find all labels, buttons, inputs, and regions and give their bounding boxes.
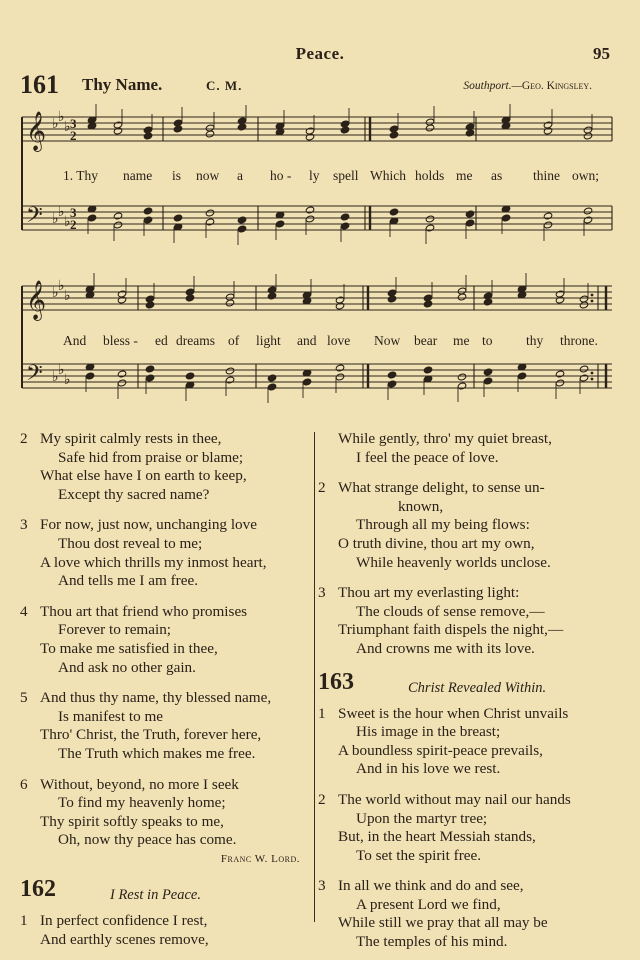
- lyric-syllable: love: [327, 333, 351, 348]
- flat-sign: ♭: [58, 205, 65, 220]
- verse-number: 3: [318, 877, 326, 895]
- verse: [20, 912, 310, 949]
- hymn-title: I Rest in Peace.: [110, 887, 201, 904]
- flat-sign: ♭: [64, 120, 71, 135]
- note-head: [483, 377, 492, 385]
- note-head: [555, 296, 564, 304]
- note-head: [335, 302, 344, 310]
- hymn-number: 162: [20, 876, 56, 903]
- hymn-title: Thy Name.: [82, 75, 163, 94]
- lyrics-line-2: [0, 333, 640, 351]
- verse-line: What else have I on earth to keep,: [40, 467, 247, 485]
- note-head: [113, 212, 122, 220]
- verse-line: In all we think and do and see,: [338, 877, 524, 895]
- time-signature: 2: [70, 128, 77, 143]
- note-head: [205, 209, 214, 217]
- lyric-syllable: a: [237, 168, 243, 183]
- hymn-meter: C. M.: [206, 78, 243, 93]
- lyric-syllable: me: [456, 168, 473, 183]
- running-head: Peace.: [295, 44, 345, 63]
- page-number: 95: [593, 44, 610, 63]
- note-head: [423, 300, 432, 308]
- lyric-syllable: And: [63, 333, 87, 348]
- verse-line: And tells me I am free.: [58, 572, 199, 590]
- lyrics-line-1: [0, 168, 640, 186]
- note-head: [87, 214, 96, 222]
- verse-line: known,: [398, 497, 444, 515]
- note-head: [335, 373, 344, 381]
- lyric-syllable: of: [228, 333, 240, 348]
- lyric-syllable: is: [172, 168, 182, 183]
- verse-line: For now, just now, unchanging love: [40, 516, 257, 534]
- verse: [318, 791, 618, 865]
- hymn-number: 161: [20, 70, 59, 99]
- verse-line: Except thy sacred name?: [58, 485, 210, 503]
- lyric-syllable: me: [453, 333, 470, 348]
- note-head: [267, 292, 276, 300]
- note-head: [117, 296, 126, 304]
- verse-line: What strange delight, to sense un-: [338, 479, 545, 497]
- note-head: [457, 293, 466, 301]
- verse-line: A present Lord we find,: [356, 895, 501, 913]
- note-head: [457, 373, 466, 381]
- lyric-syllable: now: [196, 168, 220, 183]
- note-head: [555, 379, 564, 387]
- verse-number: 2: [20, 430, 28, 447]
- note-head: [267, 383, 276, 391]
- note-head: [579, 365, 588, 373]
- verse-line: Oh, now thy peace has come.: [58, 831, 237, 849]
- verse: [318, 877, 618, 951]
- hymn-163-header: [318, 668, 618, 705]
- verse: [20, 430, 310, 504]
- lyric-syllable: ly: [309, 168, 320, 183]
- flat-sign: ♭: [52, 212, 59, 227]
- verse-line: A boundless spirit-peace prevails,: [338, 741, 543, 759]
- time-signature: 3: [70, 116, 77, 131]
- time-signature: 2: [70, 217, 77, 232]
- note-head: [145, 374, 154, 382]
- note-head: [185, 294, 194, 302]
- note-head: [543, 127, 552, 135]
- note-head: [543, 212, 552, 220]
- lyric-syllable: holds: [415, 168, 445, 183]
- verse-line: While gently, thro' my quiet breast,: [338, 430, 552, 447]
- note-head: [425, 215, 434, 223]
- verse-number: 3: [20, 516, 28, 534]
- verse-number: 3: [318, 584, 326, 602]
- note-head: [583, 132, 592, 140]
- verse-number: 4: [20, 602, 28, 620]
- music-score: [0, 0, 640, 420]
- note-head: [237, 225, 246, 233]
- verse-line: Thy spirit softly speaks to me,: [40, 812, 224, 830]
- flat-sign: ♭: [58, 279, 65, 294]
- lyric-syllable: 1. Thy: [63, 168, 99, 183]
- note-head: [465, 210, 474, 218]
- lyric-syllable: and: [297, 333, 317, 348]
- note-head: [143, 132, 152, 140]
- note-head: [143, 216, 152, 224]
- verse-line: Is manifest to me: [58, 707, 164, 725]
- note-head: [117, 379, 126, 387]
- treble-clef: 𝄞: [26, 111, 47, 151]
- note-head: [117, 370, 126, 378]
- verse-line: The world without may nail our hands: [338, 790, 571, 808]
- note-head: [465, 129, 474, 137]
- note-head: [275, 220, 284, 228]
- note-head: [305, 215, 314, 223]
- verse-line: And ask no other gain.: [58, 658, 196, 676]
- note-head: [425, 124, 434, 132]
- verse-line: And earthly scenes remove,: [40, 931, 209, 949]
- verse-line: While still we pray that all may be: [338, 914, 548, 932]
- note-head: [225, 299, 234, 307]
- tune-name: Southport.: [463, 80, 512, 92]
- verse-line: To set the spirit free.: [356, 846, 482, 864]
- verse: [20, 603, 310, 677]
- flat-sign: ♭: [64, 215, 71, 230]
- lyric-syllable: ed: [155, 333, 168, 348]
- note-head: [340, 126, 349, 134]
- verse: [318, 705, 618, 779]
- verse-number: 1: [318, 704, 326, 722]
- note-head: [173, 125, 182, 133]
- note-head: [425, 224, 434, 232]
- verse-line: My spirit calmly rests in thee,: [40, 430, 222, 447]
- note-head: [145, 301, 154, 309]
- note-head: [267, 374, 276, 382]
- lyric-syllable: throne.: [560, 333, 598, 348]
- time-signature: 3: [70, 205, 77, 220]
- verse-line: Thou dost reveal to me;: [58, 534, 203, 552]
- verse-line: But, in the heart Messiah stands,: [338, 828, 536, 846]
- verse-line: Thou art that friend who promises: [40, 602, 248, 620]
- note-head: [85, 372, 94, 380]
- verse-number: 2: [318, 479, 326, 497]
- flat-sign: ♭: [52, 117, 59, 132]
- verse-line: The Truth which makes me free.: [58, 744, 256, 762]
- verse: [20, 776, 310, 850]
- flat-sign: ♭: [52, 286, 59, 301]
- lyric-syllable: spell: [333, 168, 359, 183]
- note-head: [340, 222, 349, 230]
- repeat-dot: [591, 378, 594, 381]
- note-head: [543, 221, 552, 229]
- lyric-syllable: light: [256, 333, 281, 348]
- note-head: [583, 216, 592, 224]
- verse-line: Sweet is the hour when Christ unvails: [338, 704, 569, 722]
- tune-attribution: Southport.—Geo. Kingsley.: [463, 80, 592, 92]
- verse-number: 1: [20, 912, 28, 930]
- note-head: [555, 370, 564, 378]
- note-head: [387, 380, 396, 388]
- right-column: [318, 430, 618, 952]
- note-head: [340, 213, 349, 221]
- note-head: [173, 214, 182, 222]
- verse-number: 5: [20, 689, 28, 707]
- verse-line: Thou art my everlasting light:: [338, 584, 520, 602]
- verse-line: And thus thy name, thy blessed name,: [40, 689, 272, 707]
- note-head: [305, 133, 314, 141]
- lyric-syllable: dreams: [176, 333, 215, 348]
- lyric-syllable: as: [491, 168, 503, 183]
- hymn-title: Christ Revealed Within.: [408, 679, 547, 696]
- verse-line: The temples of his mind.: [356, 933, 508, 951]
- verse-line: O truth divine, thou art my own,: [338, 534, 535, 552]
- verse: [20, 516, 310, 590]
- flat-sign: ♭: [64, 373, 71, 388]
- bass-clef: 𝄢: [26, 203, 43, 233]
- left-column: [20, 430, 310, 950]
- note-head: [465, 219, 474, 227]
- lyric-syllable: Which: [370, 168, 406, 183]
- lyric-syllable: bear: [414, 333, 438, 348]
- lyric-syllable: ho -: [270, 168, 292, 183]
- note-head: [583, 207, 592, 215]
- note-head: [225, 376, 234, 384]
- repeat-dot: [591, 300, 594, 303]
- verse-line: To find my heavenly home;: [58, 794, 226, 812]
- note-head: [205, 130, 214, 138]
- verse-line: To make me satisfied in thee,: [40, 639, 218, 657]
- verse: [318, 584, 618, 658]
- composer-name: Geo. Kingsley.: [521, 80, 592, 92]
- verse-line: Triumphant faith dispels the night,—: [338, 621, 564, 639]
- note-head: [483, 298, 492, 306]
- treble-clef: 𝄞: [26, 280, 47, 320]
- note-head: [145, 365, 154, 373]
- verse-number: 2: [318, 790, 326, 808]
- flat-sign: ♭: [52, 370, 59, 385]
- note-head: [113, 127, 122, 135]
- repeat-dot: [591, 294, 594, 297]
- note-head: [335, 364, 344, 372]
- lyric-syllable: bless -: [103, 333, 138, 348]
- verse-line: Without, beyond, no more I seek: [40, 775, 239, 793]
- lyric-syllable: to: [482, 333, 493, 348]
- lyric-syllable: name: [123, 168, 153, 183]
- verse-line: Thro' Christ, the Truth, forever here,: [40, 726, 262, 744]
- author-credit: Franc W. Lord.: [220, 852, 300, 865]
- note-head: [237, 123, 246, 131]
- flat-sign: ♭: [64, 289, 71, 304]
- note-head: [387, 295, 396, 303]
- verse-line: A love which thrills my inmost heart,: [40, 553, 267, 571]
- note-head: [517, 372, 526, 380]
- note-head: [387, 371, 396, 379]
- verse-line: While heavenly worlds unclose.: [356, 553, 551, 571]
- lyric-syllable: thine: [533, 168, 560, 183]
- lyric-syllable: thy: [526, 333, 544, 348]
- note-head: [113, 221, 122, 229]
- note-head: [579, 374, 588, 382]
- bass-clef: 𝄢: [26, 361, 43, 391]
- note-head: [225, 367, 234, 375]
- verse-line: His image in the breast;: [356, 723, 501, 741]
- hymn-162-header: [20, 876, 310, 912]
- verse-line: Safe hid from praise or blame;: [58, 448, 244, 466]
- verse-line: Through all my being flows:: [356, 516, 530, 534]
- hymn-number: 163: [318, 668, 354, 695]
- note-head: [305, 206, 314, 214]
- flat-sign: ♭: [58, 363, 65, 378]
- note-head: [457, 382, 466, 390]
- column-divider: [314, 432, 315, 922]
- verse-line: And crowns me with its love.: [356, 639, 535, 657]
- verse-number: 6: [20, 775, 28, 793]
- verse-line: Upon the martyr tree;: [356, 809, 488, 827]
- lyric-syllable: Now: [374, 333, 401, 348]
- flat-sign: ♭: [58, 110, 65, 125]
- repeat-dot: [591, 372, 594, 375]
- verse: [318, 479, 618, 572]
- verse-line: And in his love we rest.: [356, 760, 501, 778]
- verse-line: Forever to remain;: [58, 621, 172, 639]
- note-head: [389, 131, 398, 139]
- note-head: [389, 208, 398, 216]
- note-head: [185, 372, 194, 380]
- verse-line: In perfect confidence I rest,: [40, 912, 208, 930]
- note-head: [579, 301, 588, 309]
- note-head: [423, 366, 432, 374]
- note-head: [237, 216, 246, 224]
- lyric-syllable: own;: [572, 168, 599, 183]
- verse-line: I feel the peace of love.: [356, 448, 499, 466]
- note-head: [302, 378, 311, 386]
- note-head: [143, 207, 152, 215]
- verse: [20, 689, 310, 763]
- note-head: [205, 218, 214, 226]
- note-head: [483, 368, 492, 376]
- note-head: [501, 214, 510, 222]
- verse-line: The clouds of sense remove,—: [356, 602, 545, 620]
